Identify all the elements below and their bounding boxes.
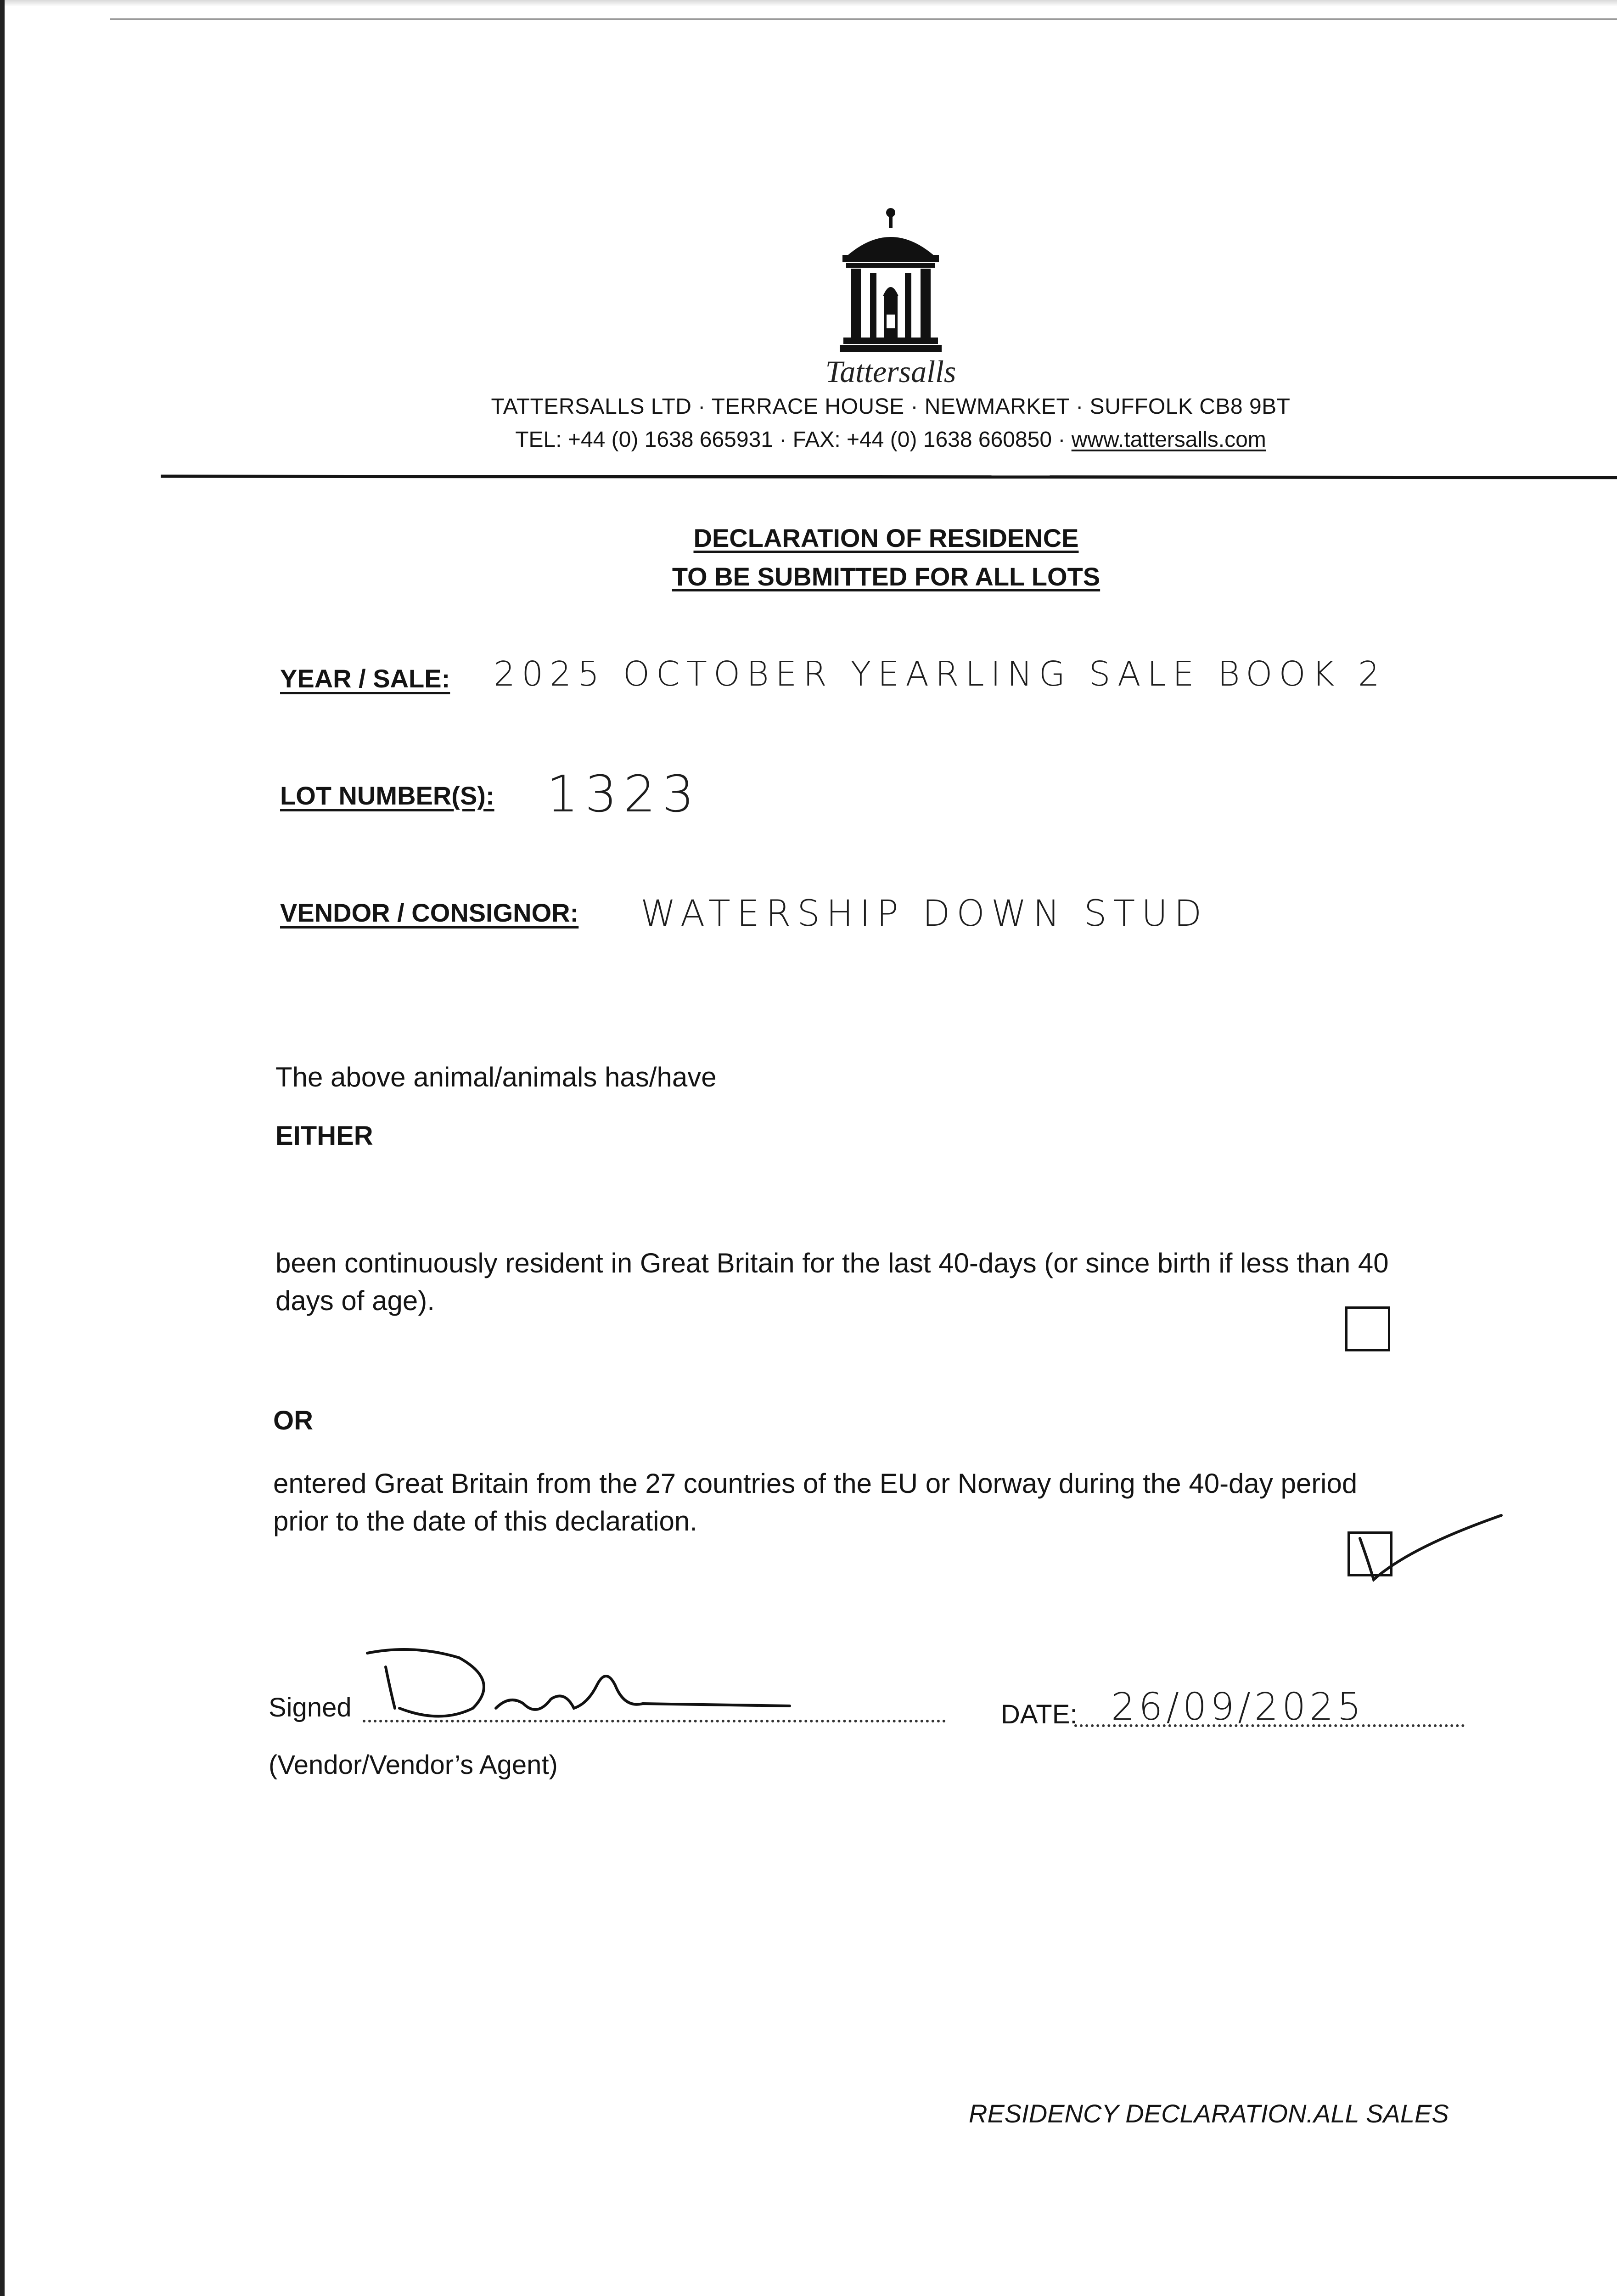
year-sale-label: YEAR / SALE:	[280, 664, 450, 693]
option-2-text	[273, 1465, 1357, 1540]
contact-line	[413, 427, 1368, 452]
either-heading: EITHER	[275, 1121, 373, 1151]
scan-top-edge	[0, 0, 1617, 6]
option-1-checkbox[interactable]	[1345, 1306, 1390, 1351]
option-1-text	[275, 1244, 1389, 1320]
vendor-consignor-value[interactable]: WATERSHIP DOWN STUD	[640, 893, 1208, 934]
website-link[interactable]: www.tattersalls.com	[1071, 428, 1266, 452]
document-title	[505, 519, 1267, 596]
option-1-line-1: been continuously resident in Great Britain for the last 40-days (or since birth if less than 40	[275, 1248, 1389, 1278]
option-1-line-2: days of age).	[275, 1285, 435, 1316]
lot-number-label: LOT NUMBER(S):	[280, 781, 494, 810]
signed-label: Signed	[269, 1693, 352, 1722]
vendor-role-label: (Vendor/Vendor’s Agent)	[269, 1750, 558, 1780]
option-2-line-2: prior to the date of this declaration.	[273, 1506, 697, 1536]
company-address: TATTERSALLS LTD · TERRACE HOUSE · NEWMARKET · SUFFOLK CB8 9BT	[491, 394, 1291, 419]
lot-number-value[interactable]: 1323	[546, 765, 701, 823]
statement-intro: The above animal/animals has/have	[275, 1062, 717, 1092]
contact-numbers: TEL: +44 (0) 1638 665931 · FAX: +44 (0) 1638 660850 ·	[515, 428, 1072, 452]
date-value[interactable]: 26/09/2025	[1111, 1685, 1365, 1729]
header-divider	[161, 475, 1617, 479]
scan-top-rule	[110, 18, 1617, 20]
tattersalls-rotunda-logo-icon	[838, 204, 943, 356]
title-line-2: TO BE SUBMITTED FOR ALL LOTS	[672, 562, 1100, 591]
vendor-signature	[358, 1639, 799, 1731]
brand-name: Tattersalls	[825, 354, 956, 389]
scan-left-edge	[0, 0, 5, 2296]
title-line-1: DECLARATION OF RESIDENCE	[693, 523, 1079, 552]
checkmark-icon	[1354, 1511, 1506, 1584]
or-heading: OR	[273, 1406, 313, 1435]
year-sale-value[interactable]: 2025 OCTOBER YEARLING SALE BOOK 2	[494, 654, 1386, 694]
date-label: DATE:	[1001, 1699, 1078, 1729]
option-2-line-1: entered Great Britain from the 27 countries of the EU or Norway during the 40-day period	[273, 1468, 1358, 1499]
vendor-consignor-label: VENDOR / CONSIGNOR:	[280, 898, 579, 927]
footer-label: RESIDENCY DECLARATION.ALL SALES	[969, 2099, 1449, 2128]
